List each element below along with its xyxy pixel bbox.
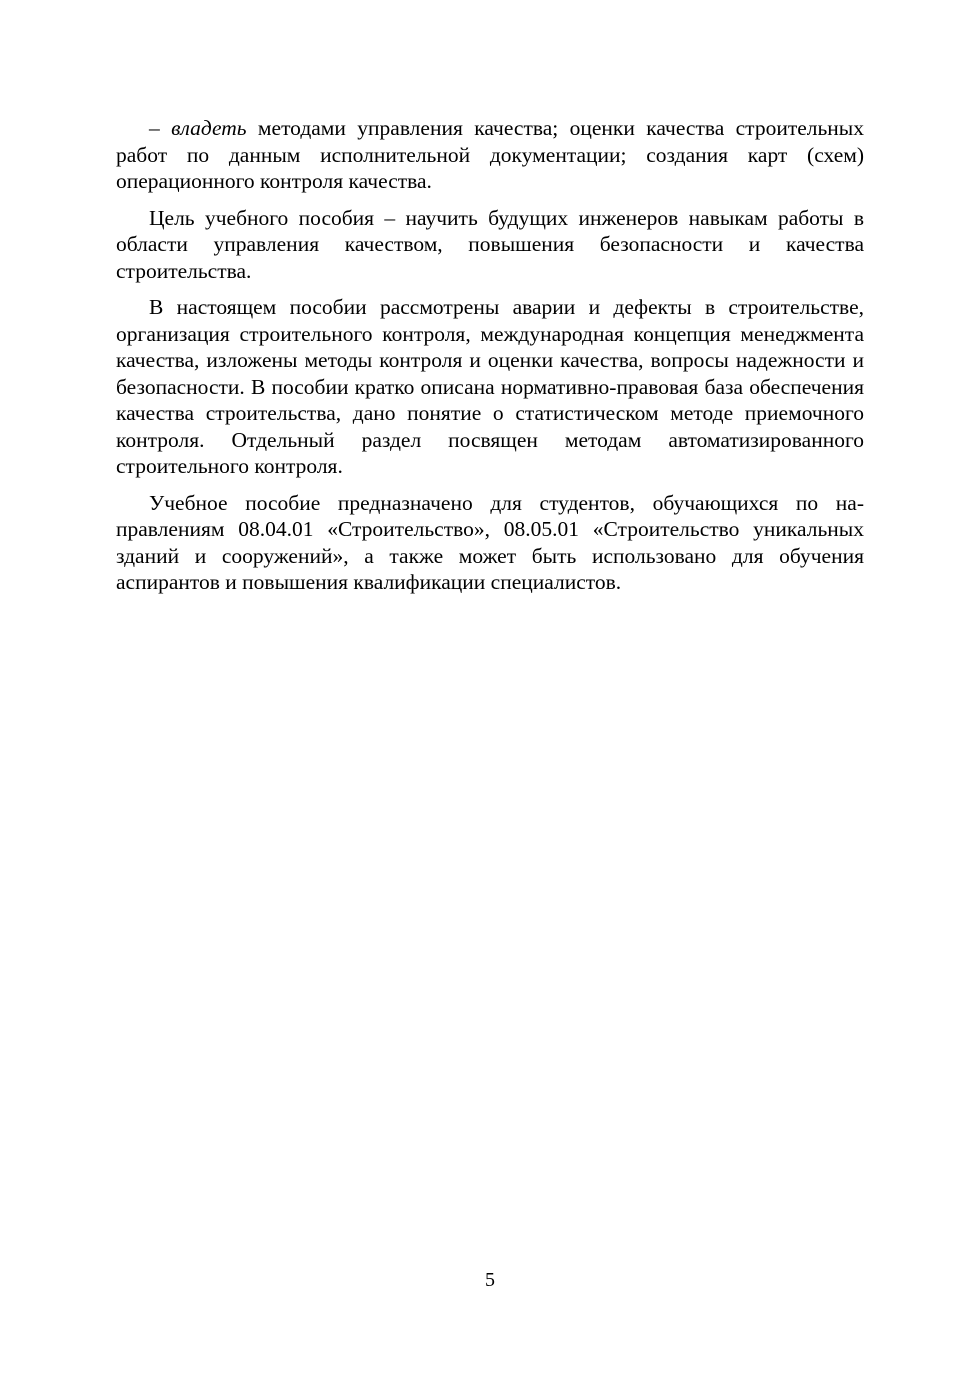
- paragraph-skills-text: методами управления качества; оценки качества строительных работ по данным исполнительной документации; создания карт (схем) операционного контроля качества.: [116, 116, 865, 193]
- paragraph-skills: [116, 115, 864, 195]
- paragraph-audience: Учебное пособие предназначено для студентов, обучающихся по направлениям 08.04.01 «Строительство», 08.05.01 «Строительство уникальных зданий и сооружений», а также может быть использовано для обучения аспирантов и повышения квалификации специалистов.: [116, 490, 864, 594]
- paragraph-lead-dash: –: [149, 116, 172, 140]
- emphasis-word: владеть: [171, 116, 247, 140]
- body-text: [116, 115, 864, 606]
- page-number: 5: [485, 1269, 495, 1291]
- paragraph-goal: Цель учебного пособия – научить будущих инженеров навыкам работы в области управления качеством, повышения безопасности и качества строительства.: [116, 205, 864, 283]
- paragraph-contents: В настоящем пособии рассмотрены аварии и дефекты в строительстве, организация строительного контроля, международная концепция менеджмента качества, изложены методы контроля и оценки качества, вопросы надежности и безопасности. В пособии кратко описана нормативно-правовая база обеспечения качества строительства, дано понятие о статистическом методе приемочного контроля. Отдельный раздел посвящен методам автоматизированного строительного контроля.: [116, 295, 864, 478]
